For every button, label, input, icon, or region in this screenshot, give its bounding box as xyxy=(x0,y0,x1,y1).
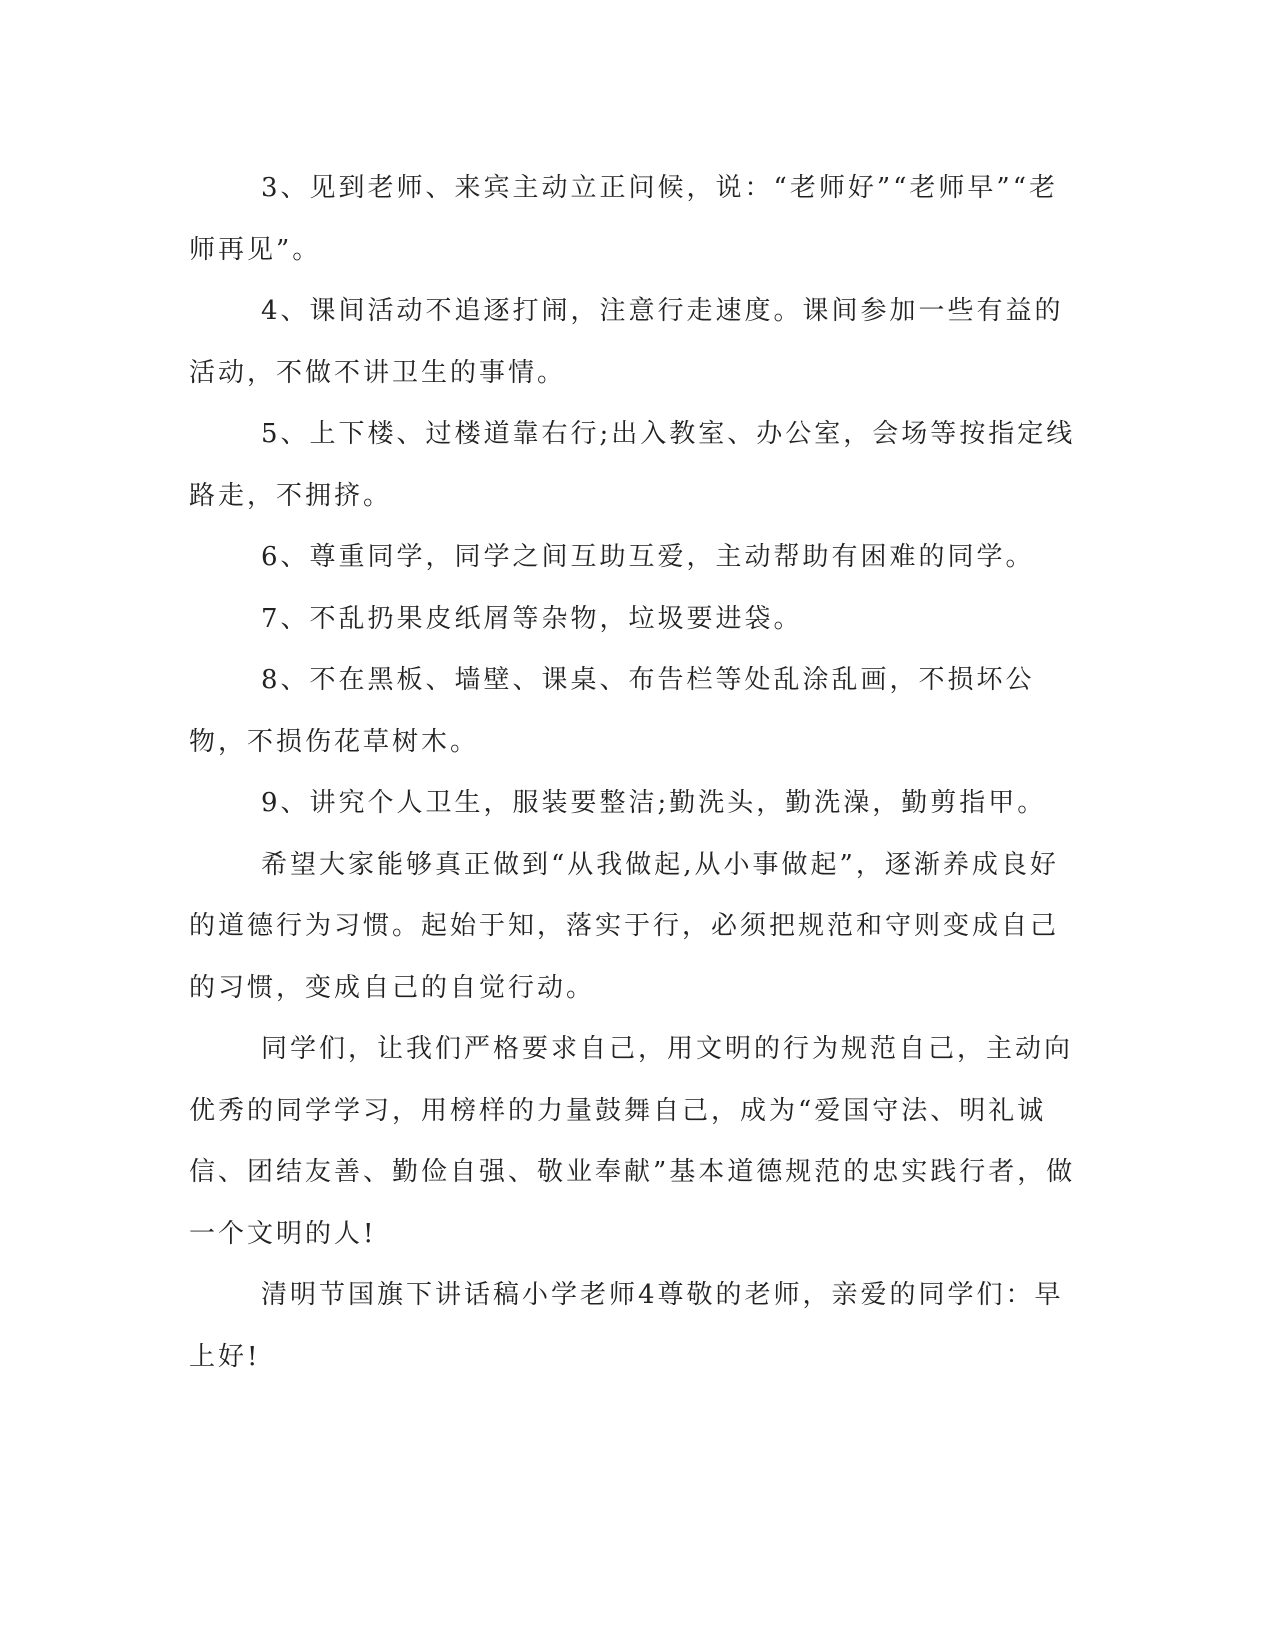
paragraph-next-speech-heading: 清明节国旗下讲话稿小学老师4尊敬的老师，亲爱的同学们：早上好! xyxy=(189,1280,1064,1372)
paragraph-rule-6: 6、尊重同学，同学之间互助互爱，主动帮助有困难的同学。 xyxy=(261,542,1035,572)
paragraph-call-to-action: 同学们，让我们严格要求自己，用文明的行为规范自己，主动向优秀的同学学习，用榜样的力量鼓舞自己，成为“爱国守法、明礼诚信、团结友善、勤俭自强、敬业奉献”基本道德规范的忠实践行者，做一个文明的人! xyxy=(189,1034,1076,1249)
paragraph-hope: 希望大家能够真正做到“从我做起,从小事做起”，逐渐养成良好的道德行为习惯。起始于知，落实于行，必须把规范和守则变成自己的习惯，变成自己的自觉行动。 xyxy=(189,849,1060,1003)
paragraph-rule-3: 3、见到老师、来宾主动立正问候，说：“老师好”“老师早”“老师再见”。 xyxy=(189,173,1059,265)
paragraph-rule-8: 8、不在黑板、墙壁、课桌、布告栏等处乱涂乱画，不损坏公物，不损伤花草树木。 xyxy=(189,665,1035,757)
paragraph-rule-5: 5、上下楼、过楼道靠右行;出入教室、办公室，会场等按指定线路走，不拥挤。 xyxy=(189,419,1076,511)
paragraph-rule-4: 4、课间活动不追逐打闹，注意行走速度。课间参加一些有益的活动，不做不讲卫生的事情。 xyxy=(189,296,1064,388)
paragraph-rule-9: 9、讲究个人卫生，服装要整洁;勤洗头，勤洗澡，勤剪指甲。 xyxy=(261,788,1047,818)
document-body xyxy=(189,158,1079,1388)
paragraph-rule-7: 7、不乱扔果皮纸屑等杂物，垃圾要进袋。 xyxy=(261,603,803,634)
